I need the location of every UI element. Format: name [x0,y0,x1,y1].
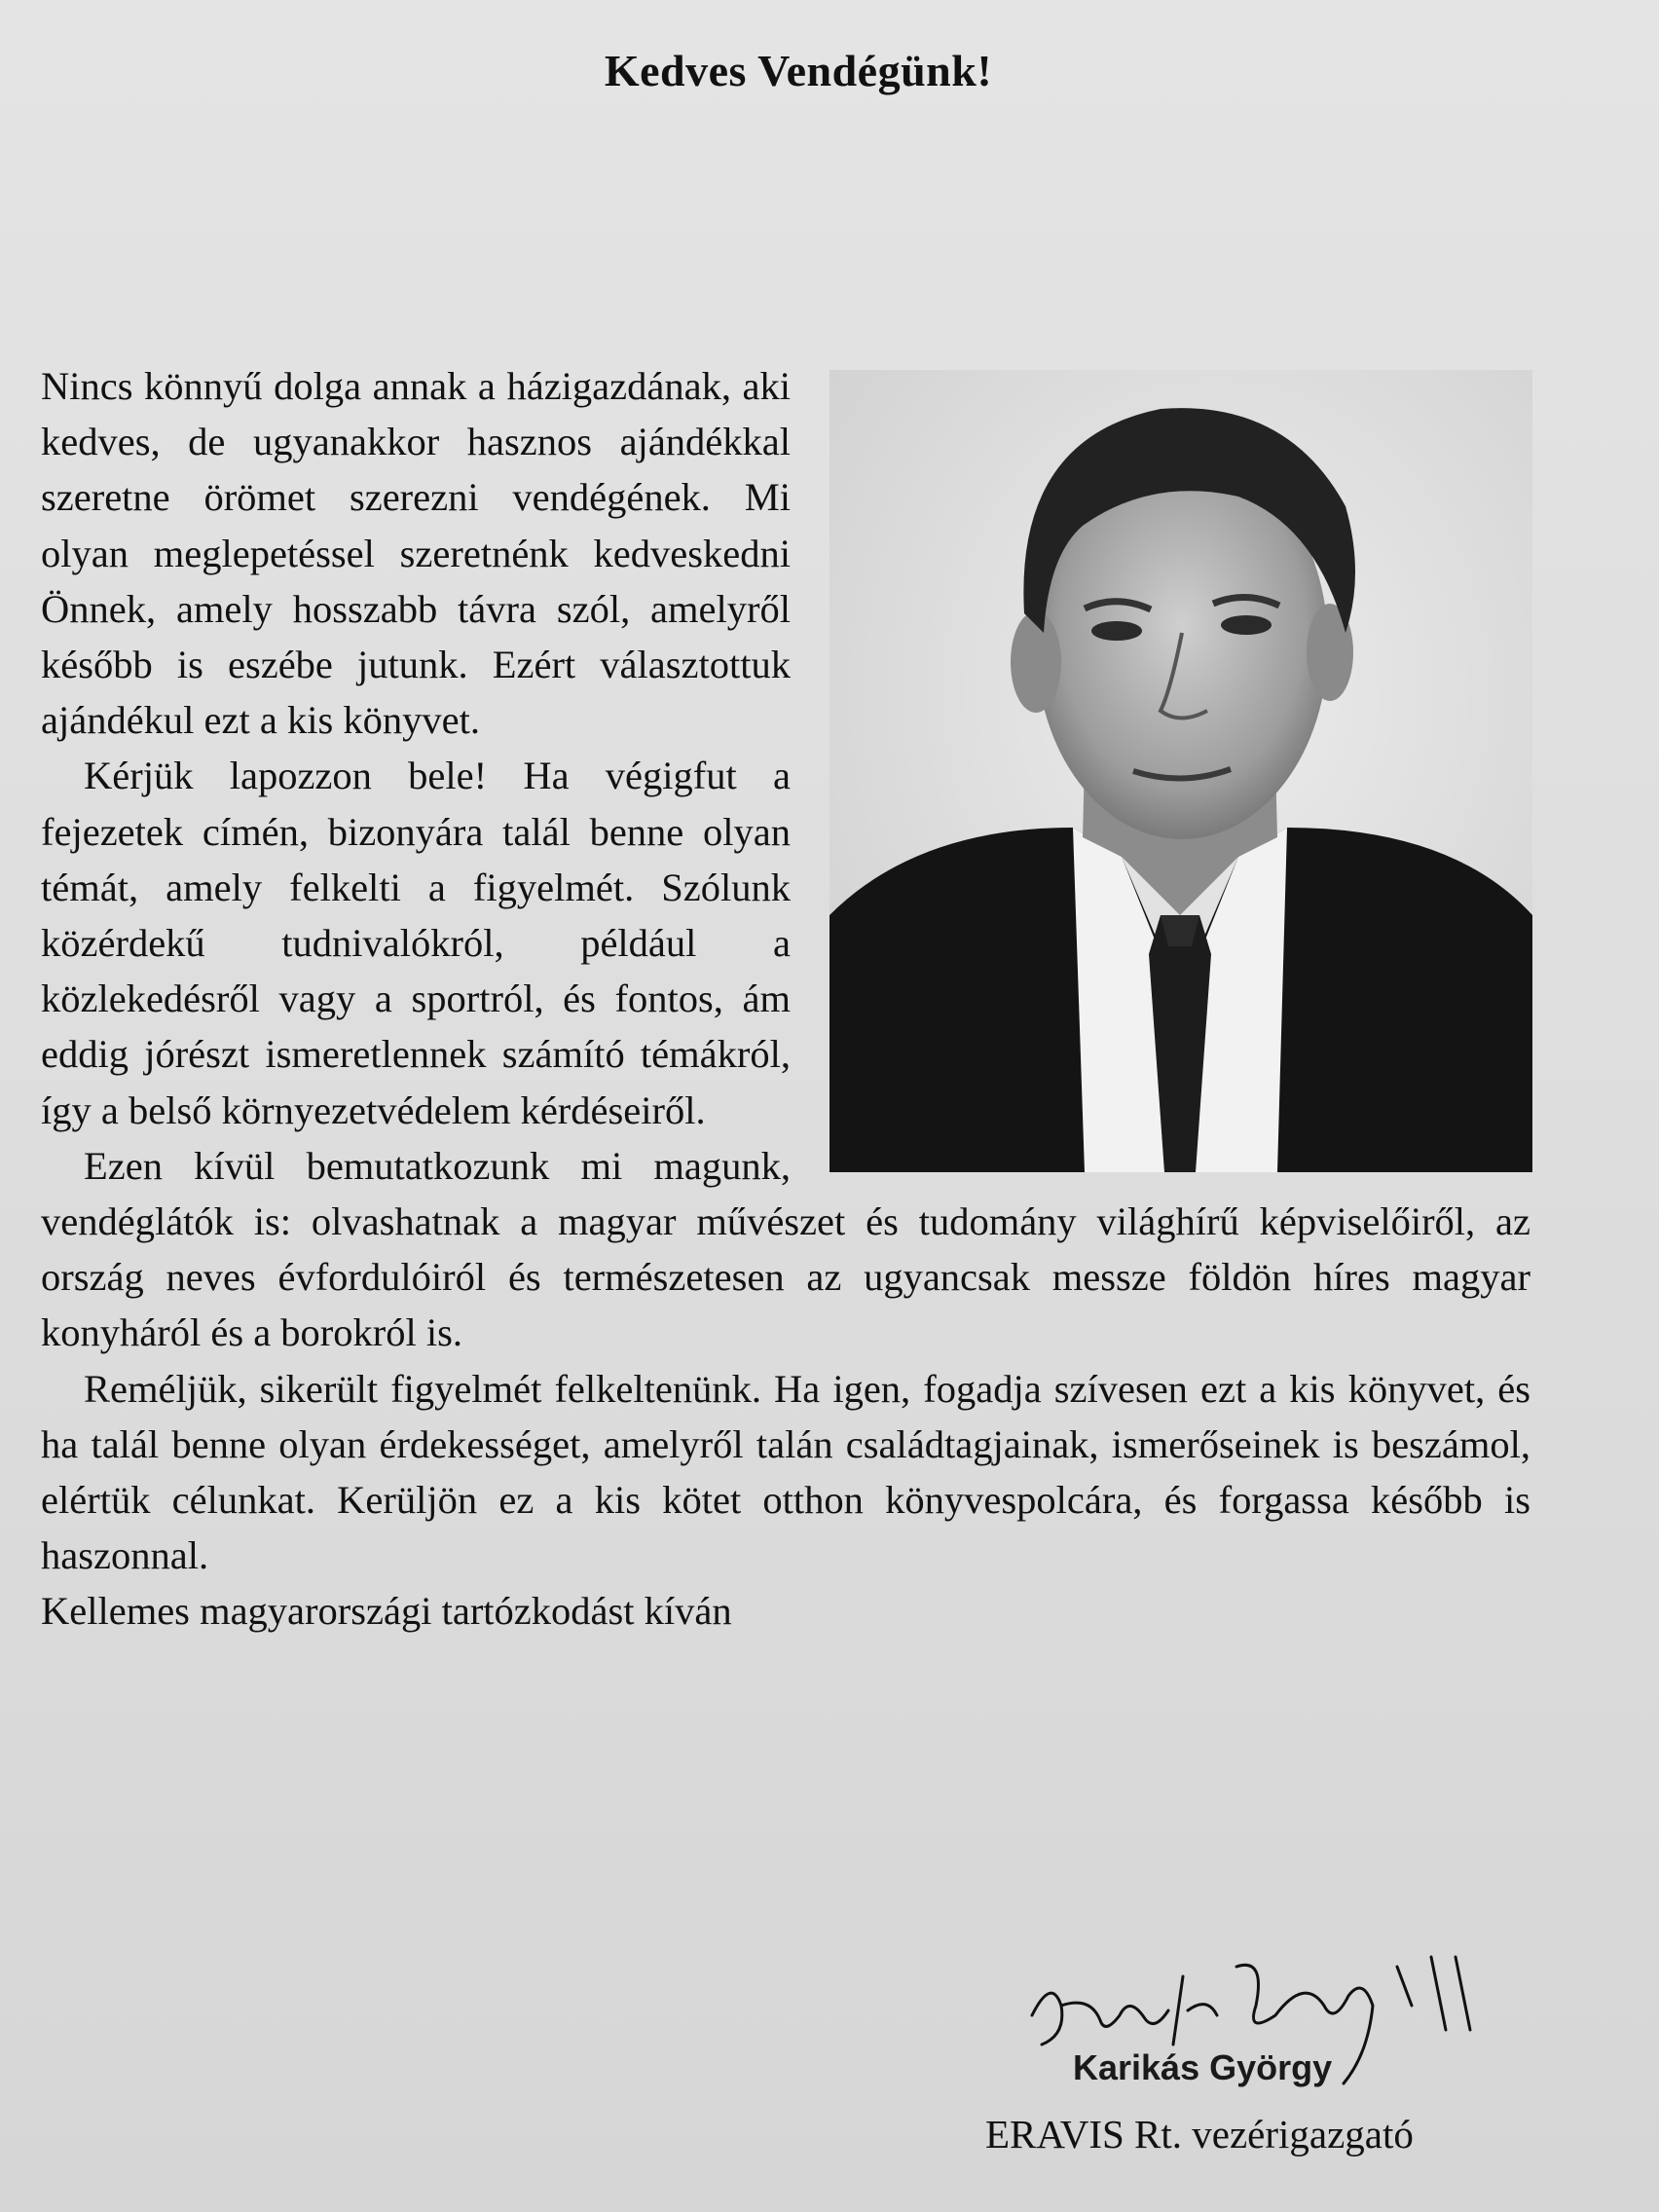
paragraph-1: Nincs könnyű dolga annak a házigazdának, aki kedves, de ugyanakkor hasznos ajándékkal szeretne örömet szerezni vendégének. Mi olyan meglepetéssel szeretnénk kedveskedni Önnek, amely hosszabb távra szól, amelyről később is eszébe jutunk. Ezért választottuk ajándékul ezt a kis könyvet. [41,364,791,743]
signatory-position: ERAVIS Rt. vezérigazgató [985,2112,1414,2157]
paragraph-4: Reméljük, sikerült figyelmét felkeltenünk. Ha igen, fogadja szívesen ezt a kis könyvet, és ha talál benne olyan érdekességet, amelyről talán családtagjainak, ismerőseinek is beszámol, elértük célunkat. Kerüljön ez a kis kötet otthon könyvespolcára, és forgassa később is haszonnal. [41,1366,1530,1578]
portrait-photo [830,370,1532,1172]
paragraph-2: Kérjük lapozzon bele! Ha végigfut a fejezetek címén, bizonyára talál benne olyan témát, amely felkelti a figyelmét. Szólunk közérdekű tudnivalókról, például a közlekedésről vagy a sportról, és fontos, ám eddig jórészt ismeretlennek számító témákról, így a belső környezetvédelem kérdéseiről. [41,754,791,1132]
paragraph-3: Ezen kívül bemutatkozunk mi magunk, vendéglátók is: olvashatnak a magyar művészet és tudomány világhírű képviselőiről, az ország neves évfordulóiról és természetesen az ugyancsak messze földön híres magyar konyháról és a borokról is. [41,1143,1530,1355]
closing-line: Kellemes magyarországi tartózkodást kíván [41,1589,732,1634]
page-title: Kedves Vendégünk! [604,46,993,95]
signatory-name: Karikás György [1073,2047,1333,2087]
letter-body [41,358,1530,1640]
